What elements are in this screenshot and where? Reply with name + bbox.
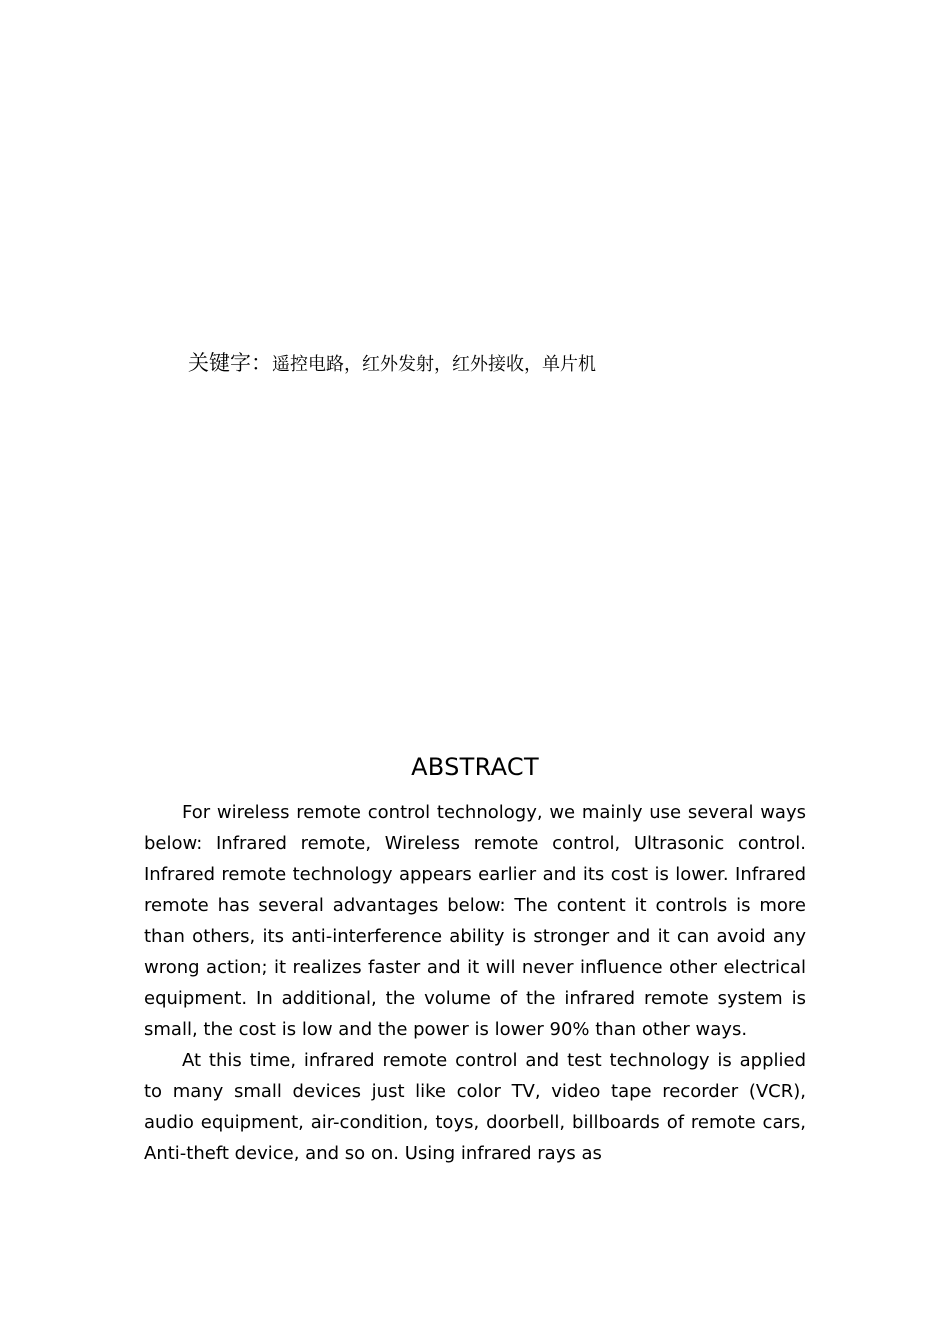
keywords-value: 遥控电路，红外发射，红外接收，单片机 bbox=[272, 354, 596, 375]
abstract-body bbox=[144, 797, 806, 1169]
abstract-paragraph-2: At this time, infrared remote control and test technology is applied to many small devices just like color TV, video tape recorder (VCR), audio equipment, air-condition, toys, doorbell, billboards of remote cars, Anti-theft device, and so on. Using infrared rays as bbox=[144, 1050, 806, 1164]
keywords-line bbox=[188, 348, 596, 380]
abstract-paragraph-1: For wireless remote control technology, we mainly use several ways below: Infrared remote, Wireless remote control, Ultrasonic control. Infrared remote technology appears earlier and its cost is lower. Infrared remote has several advantages below: The content it controls is more than others, its anti-interference ability is stronger and it can avoid any wrong action; it realizes faster and it will never influence other electrical equipment. In additional, the volume of the infrared remote system is small, the cost is low and the power is lower 90% than other ways. bbox=[144, 802, 806, 1040]
keywords-label: 关键字： bbox=[188, 351, 272, 375]
abstract-heading: ABSTRACT bbox=[411, 753, 539, 781]
